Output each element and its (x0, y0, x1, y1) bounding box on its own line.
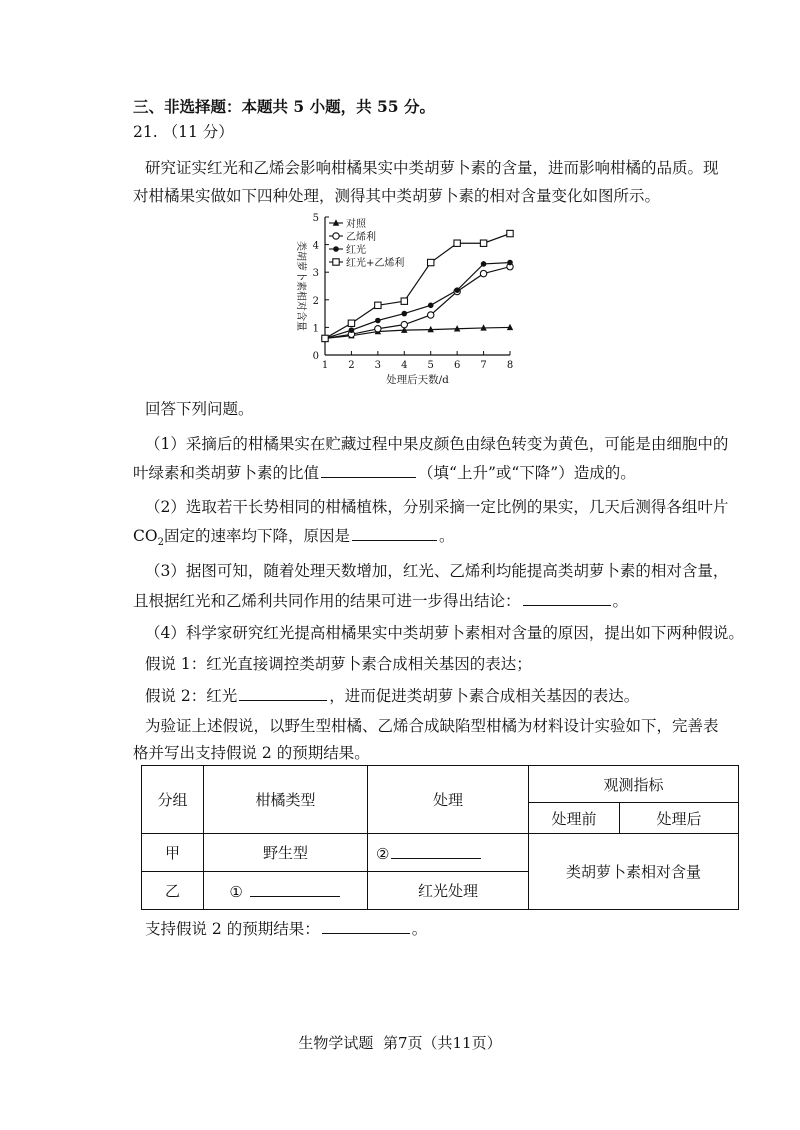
data-point (375, 326, 381, 332)
q3-answer-blank[interactable] (523, 589, 611, 606)
question-header (133, 121, 234, 143)
data-point (480, 240, 486, 246)
q1-text-b: （填“上升”或“下降”）造成的。 (418, 464, 636, 482)
data-point (428, 312, 434, 318)
prompt-text: 回答下列问题。 (145, 400, 254, 418)
y-tick-label: 5 (312, 213, 319, 224)
question-points: （11 分） (162, 123, 234, 141)
question-number: 21. (133, 123, 158, 141)
q3-text: 且根据红光和乙烯利共同作用的结果可进一步得出结论： (133, 592, 521, 610)
indicator-cell: 类胡萝卜素相对含量 (529, 834, 739, 910)
footer-subject: 生物学试题 (298, 1034, 374, 1052)
x-tick-label: 1 (321, 360, 329, 371)
co2-subscript: 2 (157, 537, 164, 549)
hyp2-text-b: ，进而促进类胡萝卜素合成相关基因的表达。 (329, 687, 640, 705)
row1-treatment (368, 834, 529, 872)
footer-page: 第7页（共11页） (382, 1034, 502, 1052)
x-tick-label: 2 (348, 360, 355, 371)
data-point (454, 287, 460, 293)
q1-answer-blank[interactable] (321, 461, 416, 478)
row2-group: 乙 (142, 872, 204, 910)
legend-marker (333, 233, 339, 239)
experiment-table (141, 765, 739, 910)
row2-type-blank[interactable] (250, 880, 340, 897)
hypothesis-2 (145, 684, 639, 707)
verify-line-1: 为验证上述假说，以野生型柑橘、乙烯合成缺陷型柑橘为材料设计实验如下，完善表 (145, 717, 719, 735)
legend-marker (333, 259, 339, 265)
x-tick-label: 7 (480, 360, 487, 371)
carotenoid-line-chart (285, 212, 530, 387)
header-type: 柑橘类型 (204, 766, 368, 834)
intro-line-1: 研究证实红光和乙烯会影响柑橘果实中类胡萝卜素的含量，进而影响柑橘的品质。现 (145, 159, 719, 177)
data-point (507, 260, 513, 266)
data-point (401, 321, 407, 327)
data-point (401, 298, 407, 304)
legend-label: 乙烯利 (346, 232, 376, 243)
expected-end: 。 (411, 920, 428, 938)
q3-line-1: （3）据图可知，随着处理天数增加，红光、乙烯利均能提高类胡萝卜素的相对含量， (145, 562, 729, 580)
verify-line-2: 格并写出支持假说 2 的预期结果。 (133, 744, 370, 762)
hypothesis-1: 假说 1：红光直接调控类胡萝卜素合成相关基因的表达； (145, 655, 532, 673)
q3-end: 。 (612, 592, 629, 610)
page-footer (0, 1032, 800, 1053)
hyp2-answer-blank[interactable] (239, 684, 327, 701)
row1-type: 野生型 (204, 834, 368, 872)
q2-text: 固定的速率均下降，原因是 (163, 527, 350, 545)
data-point (349, 327, 355, 333)
data-point (401, 311, 407, 317)
expected-answer-blank[interactable] (322, 917, 410, 934)
x-tick-label: 5 (427, 360, 434, 371)
intro-line-2: 对柑橘果实做如下四种处理，测得其中类胡萝卜素的相对含量变化如图所示。 (133, 187, 661, 205)
x-tick-label: 6 (453, 360, 461, 371)
x-axis-label: 处理后天数/d (386, 374, 449, 386)
q3-line-2 (133, 589, 628, 612)
y-tick-label: 1 (312, 323, 319, 335)
q2-line-2 (133, 524, 454, 554)
mark-1: ① (229, 883, 243, 901)
mark-2: ② (376, 845, 390, 863)
x-tick-label: 8 (506, 360, 514, 371)
legend-label: 对照 (346, 219, 366, 230)
q1-text-a: 叶绿素和类胡萝卜素的比值 (133, 464, 320, 482)
y-tick-label: 2 (312, 295, 319, 307)
data-point (428, 259, 434, 265)
y-axis-label: 类胡萝卜素相对含量 (295, 241, 306, 331)
y-tick-label: 4 (312, 240, 319, 252)
q1-line-2 (133, 461, 636, 484)
q1-line-1: （1）采摘后的柑橘果实在贮藏过程中果皮颜色由绿色转变为黄色，可能是由细胞中的 (145, 435, 729, 453)
expected-label: 支持假说 2 的预期结果： (145, 920, 320, 938)
row2-type (204, 872, 368, 910)
data-point (375, 318, 381, 324)
co2-text: CO (133, 527, 158, 545)
section-title: 三、非选择题：本题共 5 小题，共 55 分。 (133, 97, 435, 116)
data-point (375, 302, 381, 308)
row1-treatment-blank[interactable] (391, 842, 481, 859)
q2-line-1: （2）选取若干长势相同的柑橘植株，分别采摘一定比例的果实，几天后测得各组叶片 (145, 498, 729, 516)
q2-answer-blank[interactable] (352, 524, 437, 541)
hyp2-text-a: 假说 2：红光 (145, 687, 238, 705)
data-point (481, 261, 487, 267)
data-point (480, 270, 486, 276)
q2-end: 。 (438, 527, 455, 545)
data-point (322, 335, 328, 341)
x-tick-label: 3 (374, 360, 382, 371)
y-tick-label: 3 (312, 268, 319, 280)
legend-label: 红光+乙烯利 (346, 258, 405, 269)
row2-treatment: 红光处理 (368, 872, 529, 910)
y-tick-label: 0 (312, 351, 319, 362)
header-group: 分组 (142, 766, 204, 834)
expected-result (145, 917, 427, 940)
chart-legend (329, 217, 404, 269)
header-after: 处理后 (620, 803, 739, 834)
q4-line-1: （4）科学家研究红光提高柑橘果实中类胡萝卜素相对含量的原因，提出如下两种假说。 (145, 624, 744, 642)
data-point (507, 230, 513, 236)
data-point (428, 303, 434, 309)
header-before: 处理前 (529, 803, 620, 834)
legend-marker (333, 246, 339, 252)
data-point (348, 320, 354, 326)
data-point (454, 240, 460, 246)
header-treatment: 处理 (368, 766, 529, 834)
row1-group: 甲 (142, 834, 204, 872)
legend-label: 红光 (346, 245, 366, 256)
x-tick-label: 4 (401, 360, 408, 371)
header-observe: 观测指标 (529, 766, 739, 803)
